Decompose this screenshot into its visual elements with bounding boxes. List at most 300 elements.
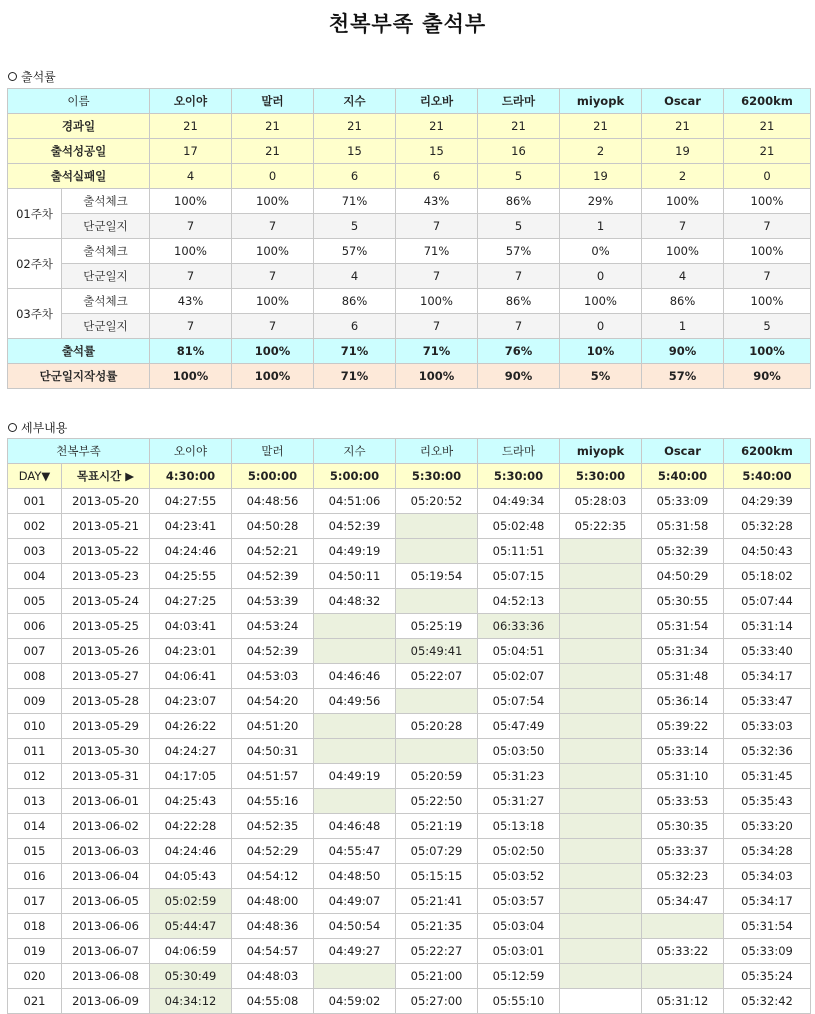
time-cell: 05:07:44 bbox=[724, 589, 811, 614]
summary-value: 0 bbox=[232, 164, 314, 189]
summary-value: 17 bbox=[150, 139, 232, 164]
log-value: 0 bbox=[560, 314, 642, 339]
detail-row bbox=[8, 664, 811, 689]
time-cell: 05:34:28 bbox=[724, 839, 811, 864]
day-number: 008 bbox=[8, 664, 62, 689]
summary-section-label bbox=[8, 68, 56, 85]
time-cell bbox=[560, 639, 642, 664]
time-cell: 04:54:20 bbox=[232, 689, 314, 714]
detail-row bbox=[8, 839, 811, 864]
time-cell: 04:25:43 bbox=[150, 789, 232, 814]
day-number: 020 bbox=[8, 964, 62, 989]
summary-value: 0 bbox=[724, 164, 811, 189]
time-cell: 05:11:51 bbox=[478, 539, 560, 564]
time-cell: 05:03:52 bbox=[478, 864, 560, 889]
time-cell: 04:50:11 bbox=[314, 564, 396, 589]
week-check-row bbox=[8, 239, 811, 264]
time-cell: 05:31:10 bbox=[642, 764, 724, 789]
log-rate-label: 단군일지작성률 bbox=[8, 364, 150, 389]
summary-value: 6 bbox=[314, 164, 396, 189]
log-value: 7 bbox=[478, 264, 560, 289]
time-cell: 05:02:59 bbox=[150, 889, 232, 914]
detail-row bbox=[8, 764, 811, 789]
time-cell: 04:54:57 bbox=[232, 939, 314, 964]
check-value: 100% bbox=[150, 189, 232, 214]
time-cell: 04:49:34 bbox=[478, 489, 560, 514]
log-rate-value: 100% bbox=[396, 364, 478, 389]
member-header: Oscar bbox=[642, 89, 724, 114]
time-cell: 04:29:39 bbox=[724, 489, 811, 514]
time-cell: 04:22:28 bbox=[150, 814, 232, 839]
summary-value: 21 bbox=[314, 114, 396, 139]
check-value: 100% bbox=[396, 289, 478, 314]
time-cell bbox=[396, 689, 478, 714]
time-cell: 05:25:19 bbox=[396, 614, 478, 639]
date-cell: 2013-06-07 bbox=[62, 939, 150, 964]
detail-row bbox=[8, 739, 811, 764]
time-cell: 05:36:14 bbox=[642, 689, 724, 714]
time-cell: 05:02:48 bbox=[478, 514, 560, 539]
page-title: 천복부족 출석부 bbox=[328, 12, 487, 36]
attendance-rate-value: 100% bbox=[724, 339, 811, 364]
week-label: 01주차 bbox=[8, 189, 62, 239]
summary-value: 21 bbox=[150, 114, 232, 139]
name-header: 이름 bbox=[8, 89, 150, 114]
time-cell bbox=[560, 664, 642, 689]
attendance-rate-value: 81% bbox=[150, 339, 232, 364]
check-value: 100% bbox=[560, 289, 642, 314]
time-cell: 04:27:25 bbox=[150, 589, 232, 614]
check-value: 71% bbox=[314, 189, 396, 214]
attendance-rate-label: 출석률 bbox=[8, 339, 150, 364]
time-cell: 05:30:35 bbox=[642, 814, 724, 839]
check-value: 86% bbox=[478, 189, 560, 214]
detail-row bbox=[8, 789, 811, 814]
time-cell: 04:51:06 bbox=[314, 489, 396, 514]
day-number: 017 bbox=[8, 889, 62, 914]
time-cell bbox=[560, 989, 642, 1014]
date-cell: 2013-05-28 bbox=[62, 689, 150, 714]
time-cell: 04:49:19 bbox=[314, 764, 396, 789]
time-cell: 04:26:22 bbox=[150, 714, 232, 739]
time-cell: 04:24:27 bbox=[150, 739, 232, 764]
date-cell: 2013-05-31 bbox=[62, 764, 150, 789]
detail-row bbox=[8, 589, 811, 614]
check-value: 100% bbox=[724, 239, 811, 264]
summary-value: 15 bbox=[396, 139, 478, 164]
time-cell: 04:24:46 bbox=[150, 539, 232, 564]
time-cell: 05:47:49 bbox=[478, 714, 560, 739]
time-cell: 05:33:53 bbox=[642, 789, 724, 814]
target-time: 5:30:00 bbox=[478, 464, 560, 489]
time-cell: 04:23:41 bbox=[150, 514, 232, 539]
attendance-rate-value: 71% bbox=[396, 339, 478, 364]
time-cell: 04:23:01 bbox=[150, 639, 232, 664]
check-value: 100% bbox=[232, 189, 314, 214]
check-label: 출석체크 bbox=[62, 189, 150, 214]
time-cell: 05:18:02 bbox=[724, 564, 811, 589]
time-cell: 05:20:59 bbox=[396, 764, 478, 789]
summary-row bbox=[8, 114, 811, 139]
target-time: 5:00:00 bbox=[314, 464, 396, 489]
time-cell: 05:02:50 bbox=[478, 839, 560, 864]
day-number: 002 bbox=[8, 514, 62, 539]
time-cell: 05:49:41 bbox=[396, 639, 478, 664]
time-cell: 04:50:28 bbox=[232, 514, 314, 539]
date-cell: 2013-06-06 bbox=[62, 914, 150, 939]
time-cell: 04:51:20 bbox=[232, 714, 314, 739]
member-header: 오이야 bbox=[150, 89, 232, 114]
detail-row bbox=[8, 514, 811, 539]
log-value: 7 bbox=[150, 314, 232, 339]
time-cell: 05:34:47 bbox=[642, 889, 724, 914]
target-time: 5:40:00 bbox=[724, 464, 811, 489]
time-cell: 04:03:41 bbox=[150, 614, 232, 639]
time-cell: 04:53:39 bbox=[232, 589, 314, 614]
detail-row bbox=[8, 889, 811, 914]
time-cell bbox=[642, 964, 724, 989]
day-number: 003 bbox=[8, 539, 62, 564]
time-cell: 04:52:21 bbox=[232, 539, 314, 564]
check-label: 출석체크 bbox=[62, 289, 150, 314]
check-value: 100% bbox=[724, 289, 811, 314]
time-cell: 05:31:12 bbox=[642, 989, 724, 1014]
member-header: 말러 bbox=[232, 439, 314, 464]
log-rate-value: 90% bbox=[724, 364, 811, 389]
time-cell: 04:27:55 bbox=[150, 489, 232, 514]
time-cell: 06:33:36 bbox=[478, 614, 560, 639]
time-cell: 04:48:36 bbox=[232, 914, 314, 939]
day-number: 005 bbox=[8, 589, 62, 614]
time-cell: 04:53:24 bbox=[232, 614, 314, 639]
day-header: DAY▼ bbox=[8, 464, 62, 489]
time-cell: 05:22:35 bbox=[560, 514, 642, 539]
time-cell: 05:35:43 bbox=[724, 789, 811, 814]
time-cell bbox=[560, 564, 642, 589]
tribe-header: 천복부족 bbox=[8, 439, 150, 464]
summary-row bbox=[8, 164, 811, 189]
target-time: 5:30:00 bbox=[396, 464, 478, 489]
member-header: 6200km bbox=[724, 89, 811, 114]
time-cell bbox=[314, 789, 396, 814]
day-number: 007 bbox=[8, 639, 62, 664]
summary-section-text: 출석률 bbox=[21, 70, 56, 84]
summary-value: 21 bbox=[396, 114, 478, 139]
time-cell bbox=[560, 764, 642, 789]
time-cell bbox=[396, 589, 478, 614]
log-value: 4 bbox=[642, 264, 724, 289]
member-header: 지수 bbox=[314, 89, 396, 114]
time-cell: 05:34:17 bbox=[724, 664, 811, 689]
detail-section-label bbox=[8, 419, 67, 436]
attendance-summary-table bbox=[7, 88, 811, 389]
time-cell: 05:02:07 bbox=[478, 664, 560, 689]
time-cell: 05:21:19 bbox=[396, 814, 478, 839]
time-cell bbox=[314, 739, 396, 764]
member-header: miyopk bbox=[560, 89, 642, 114]
date-cell: 2013-05-29 bbox=[62, 714, 150, 739]
time-cell: 05:03:57 bbox=[478, 889, 560, 914]
row-label: 출석성공일 bbox=[8, 139, 150, 164]
log-value: 1 bbox=[560, 214, 642, 239]
time-cell bbox=[560, 789, 642, 814]
log-rate-value: 90% bbox=[478, 364, 560, 389]
detail-row bbox=[8, 989, 811, 1014]
date-cell: 2013-05-23 bbox=[62, 564, 150, 589]
time-cell: 05:31:45 bbox=[724, 764, 811, 789]
time-cell: 05:32:28 bbox=[724, 514, 811, 539]
time-cell bbox=[560, 689, 642, 714]
time-cell bbox=[396, 514, 478, 539]
time-cell: 04:06:41 bbox=[150, 664, 232, 689]
time-cell: 05:20:52 bbox=[396, 489, 478, 514]
summary-value: 21 bbox=[560, 114, 642, 139]
log-value: 0 bbox=[560, 264, 642, 289]
summary-value: 4 bbox=[150, 164, 232, 189]
date-cell: 2013-05-24 bbox=[62, 589, 150, 614]
target-time: 5:00:00 bbox=[232, 464, 314, 489]
summary-value: 2 bbox=[560, 139, 642, 164]
time-cell bbox=[560, 539, 642, 564]
time-cell bbox=[560, 889, 642, 914]
time-cell bbox=[560, 739, 642, 764]
time-cell: 04:46:46 bbox=[314, 664, 396, 689]
time-cell: 04:34:12 bbox=[150, 989, 232, 1014]
summary-value: 21 bbox=[724, 139, 811, 164]
time-cell bbox=[396, 539, 478, 564]
summary-row bbox=[8, 139, 811, 164]
log-value: 7 bbox=[150, 214, 232, 239]
time-cell: 05:33:03 bbox=[724, 714, 811, 739]
time-cell: 05:27:00 bbox=[396, 989, 478, 1014]
time-cell: 05:35:24 bbox=[724, 964, 811, 989]
log-rate-value: 71% bbox=[314, 364, 396, 389]
time-cell: 04:52:39 bbox=[232, 639, 314, 664]
detail-row bbox=[8, 814, 811, 839]
summary-value: 21 bbox=[724, 114, 811, 139]
week-log-row bbox=[8, 214, 811, 239]
time-cell: 05:33:40 bbox=[724, 639, 811, 664]
time-cell: 05:32:39 bbox=[642, 539, 724, 564]
time-cell: 05:22:50 bbox=[396, 789, 478, 814]
summary-value: 21 bbox=[232, 139, 314, 164]
summary-header-row bbox=[8, 89, 811, 114]
target-time: 4:30:00 bbox=[150, 464, 232, 489]
time-cell: 04:53:03 bbox=[232, 664, 314, 689]
time-cell: 05:31:54 bbox=[642, 614, 724, 639]
time-cell: 05:15:15 bbox=[396, 864, 478, 889]
time-cell: 05:30:55 bbox=[642, 589, 724, 614]
check-value: 100% bbox=[642, 189, 724, 214]
date-cell: 2013-06-04 bbox=[62, 864, 150, 889]
time-cell bbox=[642, 914, 724, 939]
log-value: 7 bbox=[396, 264, 478, 289]
time-cell: 04:49:07 bbox=[314, 889, 396, 914]
summary-value: 19 bbox=[642, 139, 724, 164]
date-cell: 2013-05-22 bbox=[62, 539, 150, 564]
member-header: 6200km bbox=[724, 439, 811, 464]
time-cell: 04:49:56 bbox=[314, 689, 396, 714]
time-cell: 05:12:59 bbox=[478, 964, 560, 989]
attendance-rate-value: 90% bbox=[642, 339, 724, 364]
time-cell bbox=[560, 964, 642, 989]
time-cell: 04:05:43 bbox=[150, 864, 232, 889]
log-value: 7 bbox=[396, 214, 478, 239]
attendance-detail-table bbox=[7, 438, 811, 1014]
log-value: 7 bbox=[150, 264, 232, 289]
check-value: 43% bbox=[150, 289, 232, 314]
check-value: 29% bbox=[560, 189, 642, 214]
detail-row bbox=[8, 614, 811, 639]
log-label: 단군일지 bbox=[62, 214, 150, 239]
time-cell: 04:52:39 bbox=[232, 564, 314, 589]
time-cell: 05:28:03 bbox=[560, 489, 642, 514]
time-cell: 05:21:35 bbox=[396, 914, 478, 939]
log-rate-value: 5% bbox=[560, 364, 642, 389]
log-rate-value: 100% bbox=[232, 364, 314, 389]
member-header: 오이야 bbox=[150, 439, 232, 464]
time-cell bbox=[560, 914, 642, 939]
time-cell bbox=[396, 739, 478, 764]
time-cell: 05:19:54 bbox=[396, 564, 478, 589]
log-value: 5 bbox=[724, 314, 811, 339]
time-cell: 05:31:34 bbox=[642, 639, 724, 664]
time-cell: 04:25:55 bbox=[150, 564, 232, 589]
time-cell: 05:22:27 bbox=[396, 939, 478, 964]
date-cell: 2013-06-02 bbox=[62, 814, 150, 839]
log-rate-value: 57% bbox=[642, 364, 724, 389]
date-cell: 2013-06-01 bbox=[62, 789, 150, 814]
log-label: 단군일지 bbox=[62, 314, 150, 339]
week-check-row bbox=[8, 289, 811, 314]
time-cell: 04:51:57 bbox=[232, 764, 314, 789]
time-cell: 05:33:20 bbox=[724, 814, 811, 839]
detail-row bbox=[8, 964, 811, 989]
day-number: 006 bbox=[8, 614, 62, 639]
time-cell bbox=[560, 939, 642, 964]
time-cell: 05:32:36 bbox=[724, 739, 811, 764]
time-cell: 05:39:22 bbox=[642, 714, 724, 739]
detail-row bbox=[8, 914, 811, 939]
time-cell: 04:48:50 bbox=[314, 864, 396, 889]
check-value: 43% bbox=[396, 189, 478, 214]
time-cell: 05:32:42 bbox=[724, 989, 811, 1014]
day-number: 010 bbox=[8, 714, 62, 739]
time-cell: 05:31:48 bbox=[642, 664, 724, 689]
member-header: 드라마 bbox=[478, 89, 560, 114]
log-value: 7 bbox=[232, 214, 314, 239]
time-cell: 04:48:56 bbox=[232, 489, 314, 514]
time-cell: 05:34:03 bbox=[724, 864, 811, 889]
time-cell: 04:49:27 bbox=[314, 939, 396, 964]
day-number: 021 bbox=[8, 989, 62, 1014]
time-cell bbox=[314, 614, 396, 639]
time-cell: 04:48:00 bbox=[232, 889, 314, 914]
time-cell: 04:52:13 bbox=[478, 589, 560, 614]
week-label: 03주차 bbox=[8, 289, 62, 339]
time-cell: 04:55:08 bbox=[232, 989, 314, 1014]
time-cell: 05:31:27 bbox=[478, 789, 560, 814]
detail-section-text: 세부내용 bbox=[21, 421, 68, 435]
time-cell bbox=[560, 864, 642, 889]
time-cell: 05:33:47 bbox=[724, 689, 811, 714]
time-cell: 04:48:03 bbox=[232, 964, 314, 989]
detail-row bbox=[8, 864, 811, 889]
check-value: 100% bbox=[232, 239, 314, 264]
time-cell: 04:24:46 bbox=[150, 839, 232, 864]
time-cell: 05:20:28 bbox=[396, 714, 478, 739]
time-cell: 04:52:39 bbox=[314, 514, 396, 539]
time-cell: 05:07:29 bbox=[396, 839, 478, 864]
summary-value: 19 bbox=[560, 164, 642, 189]
log-value: 7 bbox=[232, 264, 314, 289]
time-cell: 05:33:14 bbox=[642, 739, 724, 764]
log-value: 7 bbox=[724, 264, 811, 289]
attendance-rate-value: 71% bbox=[314, 339, 396, 364]
time-cell: 05:04:51 bbox=[478, 639, 560, 664]
check-value: 86% bbox=[314, 289, 396, 314]
check-label: 출석체크 bbox=[62, 239, 150, 264]
date-cell: 2013-06-03 bbox=[62, 839, 150, 864]
time-cell bbox=[314, 639, 396, 664]
day-number: 016 bbox=[8, 864, 62, 889]
summary-value: 6 bbox=[396, 164, 478, 189]
week-log-row bbox=[8, 264, 811, 289]
check-value: 86% bbox=[478, 289, 560, 314]
time-cell: 05:07:15 bbox=[478, 564, 560, 589]
log-value: 7 bbox=[724, 214, 811, 239]
log-value: 1 bbox=[642, 314, 724, 339]
time-cell: 05:21:41 bbox=[396, 889, 478, 914]
time-cell: 05:31:14 bbox=[724, 614, 811, 639]
day-number: 014 bbox=[8, 814, 62, 839]
summary-value: 15 bbox=[314, 139, 396, 164]
time-cell: 04:54:12 bbox=[232, 864, 314, 889]
time-cell: 05:13:18 bbox=[478, 814, 560, 839]
detail-row bbox=[8, 939, 811, 964]
date-cell: 2013-06-09 bbox=[62, 989, 150, 1014]
time-cell: 05:31:58 bbox=[642, 514, 724, 539]
member-header: 리오바 bbox=[396, 439, 478, 464]
day-number: 013 bbox=[8, 789, 62, 814]
day-number: 015 bbox=[8, 839, 62, 864]
time-cell: 05:33:22 bbox=[642, 939, 724, 964]
member-header: 지수 bbox=[314, 439, 396, 464]
attendance-rate-value: 10% bbox=[560, 339, 642, 364]
log-value: 5 bbox=[478, 214, 560, 239]
row-label: 경과일 bbox=[8, 114, 150, 139]
time-cell: 05:30:49 bbox=[150, 964, 232, 989]
time-cell: 04:49:19 bbox=[314, 539, 396, 564]
log-value: 7 bbox=[642, 214, 724, 239]
week-check-row bbox=[8, 189, 811, 214]
date-cell: 2013-06-05 bbox=[62, 889, 150, 914]
time-cell: 04:23:07 bbox=[150, 689, 232, 714]
attendance-rate-row bbox=[8, 339, 811, 364]
time-cell: 04:59:02 bbox=[314, 989, 396, 1014]
detail-row bbox=[8, 489, 811, 514]
week-log-row bbox=[8, 314, 811, 339]
time-cell: 05:03:01 bbox=[478, 939, 560, 964]
time-cell: 05:31:54 bbox=[724, 914, 811, 939]
circle-bullet-icon bbox=[8, 72, 17, 81]
detail-row bbox=[8, 714, 811, 739]
time-cell: 04:52:29 bbox=[232, 839, 314, 864]
member-header: 리오바 bbox=[396, 89, 478, 114]
time-cell: 05:33:37 bbox=[642, 839, 724, 864]
member-header: Oscar bbox=[642, 439, 724, 464]
check-value: 0% bbox=[560, 239, 642, 264]
